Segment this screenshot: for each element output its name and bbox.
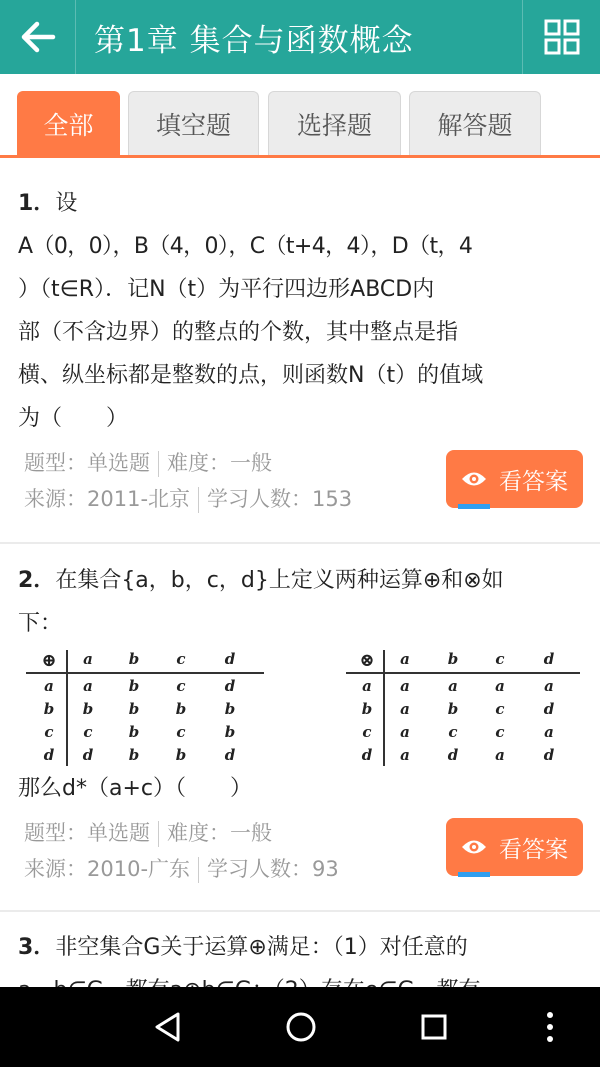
table-cell: b [361, 700, 373, 718]
table-op-symbol: ⊕ [41, 650, 57, 671]
table-cell: c [176, 677, 186, 695]
table-header: d [224, 650, 236, 668]
system-navigation-bar [0, 987, 600, 1067]
tab-multiple-choice[interactable]: 选择题 [268, 91, 401, 155]
nav-recents-button[interactable] [414, 1007, 454, 1047]
table-cell: a [400, 677, 410, 695]
table-cell: b [224, 723, 236, 741]
source-label: 来源：2011-北京 [24, 487, 191, 511]
page-title: 第1章 集合与函数概念 [94, 22, 414, 59]
table-cell: a [400, 723, 410, 741]
view-answer-button[interactable]: 看答案 [446, 450, 583, 508]
eye-icon [461, 470, 487, 488]
table-header: d [543, 650, 555, 668]
learner-count-label: 学习人数：93 [207, 857, 339, 881]
table-header: a [83, 650, 93, 668]
question-number: 1． [18, 191, 56, 216]
table-cell: c [495, 700, 505, 718]
table-cell: a [544, 723, 554, 741]
back-arrow-icon [20, 21, 56, 53]
table-header: c [176, 650, 186, 668]
table-cell: b [447, 700, 459, 718]
table-header: b [128, 650, 140, 668]
source-label: 来源：2010-广东 [24, 857, 191, 881]
table-cell: c [83, 723, 93, 741]
question-number: 2． [18, 568, 56, 593]
divider [0, 910, 600, 912]
question-text: 那么d*（a+c）（ ） [18, 776, 252, 801]
nav-home-icon [285, 1011, 317, 1043]
grid-view-icon [544, 19, 580, 55]
question-text: 3．非空集合G关于运算⊕满足：（1）对任意的 [18, 935, 468, 960]
app-header [0, 0, 600, 74]
nav-home-button[interactable] [281, 1007, 321, 1047]
question-text: 1．设 A（0，0），B（4，0），C（t+4，4），D（t，4 ）（t∈R）．记N（t）为平行四边形ABCD内 部（不含边界）的整点的个数，其中整点是指 横、纵坐标都是整数的点，则函数N（t）的值域 为（ ） [18, 191, 484, 431]
table-cell: a [400, 700, 410, 718]
divider [0, 542, 600, 544]
question-card[interactable] [0, 926, 600, 987]
table-header: c [495, 650, 505, 668]
table-cell: d [224, 677, 236, 695]
learner-count-label: 学习人数：153 [207, 487, 353, 511]
table-cell: d [224, 746, 236, 764]
difficulty-label: 难度：一般 [167, 821, 272, 845]
table-cell: c [362, 723, 372, 741]
table-cell: b [128, 700, 140, 718]
table-cell: c [495, 723, 505, 741]
question-number: 3． [18, 935, 56, 960]
tab-free-response[interactable]: 解答题 [409, 91, 541, 155]
table-cell: a [44, 677, 54, 695]
grid-view-button[interactable] [522, 0, 600, 74]
table-op-symbol: ⊗ [359, 650, 375, 671]
view-answer-button[interactable]: 看答案 [446, 818, 583, 876]
table-cell: a [544, 677, 554, 695]
question-type-label: 题型：单选题 [24, 451, 150, 475]
table-cell: c [448, 723, 458, 741]
table-cell: b [175, 700, 187, 718]
tab-all[interactable]: 全部 [17, 91, 120, 155]
tab-fill-blank[interactable]: 填空题 [128, 91, 259, 155]
operation-table-plus [26, 650, 266, 770]
question-type-label: 题型：单选题 [24, 821, 150, 845]
table-cell: d [361, 746, 373, 764]
table-cell: b [82, 700, 94, 718]
nav-back-icon [153, 1011, 183, 1043]
table-cell: b [224, 700, 236, 718]
table-cell: b [128, 723, 140, 741]
table-cell: c [44, 723, 54, 741]
nav-recents-icon [420, 1013, 448, 1041]
table-cell: d [447, 746, 459, 764]
table-header: a [400, 650, 410, 668]
table-cell: d [82, 746, 94, 764]
question-text: 2．在集合{a，b，c，d}上定义两种运算⊕和⊗如 下： [18, 568, 504, 636]
table-cell: c [176, 723, 186, 741]
table-cell: a [83, 677, 93, 695]
eye-icon [461, 838, 487, 856]
table-cell: a [495, 677, 505, 695]
question-type-tabs [0, 74, 600, 158]
table-cell: a [448, 677, 458, 695]
table-header: b [447, 650, 459, 668]
nav-menu-button[interactable] [530, 1007, 570, 1047]
table-cell: d [543, 746, 555, 764]
table-cell: a [495, 746, 505, 764]
table-cell: a [400, 746, 410, 764]
difficulty-label: 难度：一般 [167, 451, 272, 475]
table-cell: b [175, 746, 187, 764]
table-cell: b [128, 746, 140, 764]
table-cell: d [543, 700, 555, 718]
table-cell: b [128, 677, 140, 695]
table-cell: a [362, 677, 372, 695]
nav-back-button[interactable] [148, 1007, 188, 1047]
operation-table-times [346, 650, 582, 770]
back-button[interactable] [0, 0, 76, 74]
nav-menu-icon [546, 1011, 554, 1043]
table-cell: b [43, 700, 55, 718]
question-card[interactable] [0, 559, 600, 645]
table-cell: d [43, 746, 55, 764]
